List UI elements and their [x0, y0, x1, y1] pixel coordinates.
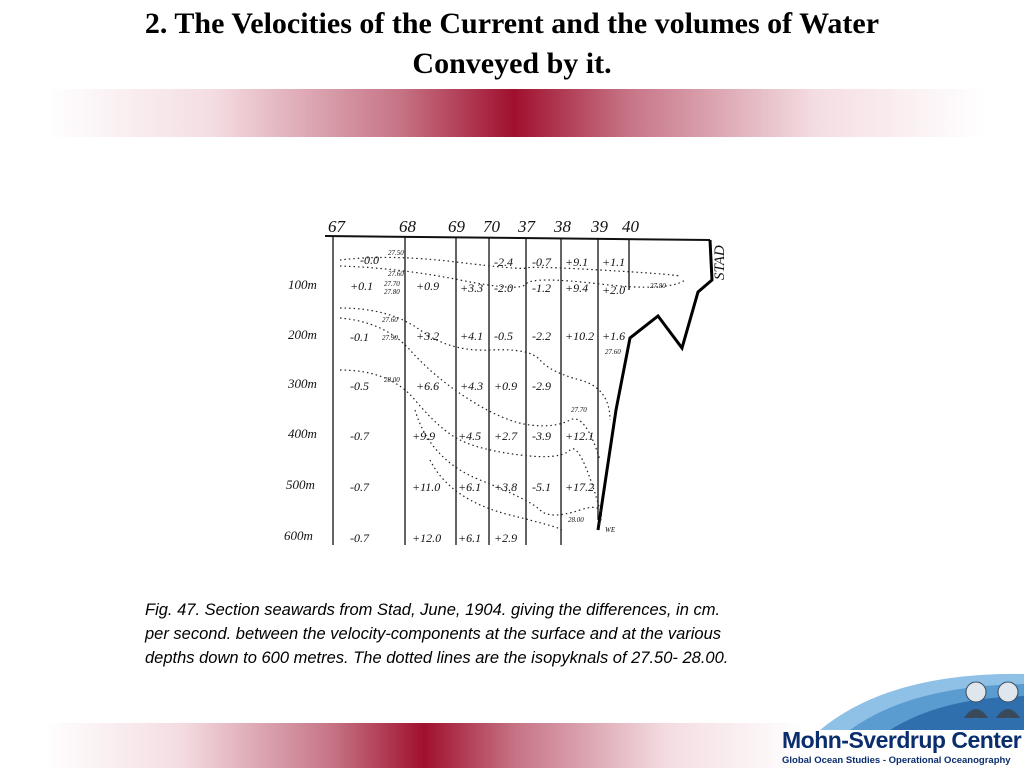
station-labels	[328, 217, 640, 236]
velocity-value: +12.0	[412, 531, 442, 545]
slide-title-line2: Conveyed by it.	[412, 47, 612, 80]
station-label: 68	[399, 217, 416, 236]
velocity-value: +2.0	[602, 283, 626, 297]
isopycnal-label: 27.50	[388, 249, 404, 257]
logo-subtitle: Global Ocean Studies - Operational Oceanography	[782, 755, 1011, 766]
isopycnal-label: 27.60	[382, 316, 398, 324]
depth-label: 100m	[288, 277, 317, 292]
logo-title: Mohn-Sverdrup Center	[782, 727, 1022, 753]
top-axis-line	[325, 236, 710, 240]
depth-labels	[284, 277, 317, 543]
velocity-value: +2.7	[494, 429, 518, 443]
isopycnal-label: 27.90	[382, 334, 398, 342]
mohn-sverdrup-logo	[780, 672, 1024, 768]
isopycnal-label: 27.80	[650, 282, 666, 290]
station-label: 70	[483, 217, 500, 236]
depth-label: 600m	[284, 528, 313, 543]
velocity-value: -0.7	[350, 429, 369, 443]
velocity-value: +1.6	[602, 329, 626, 343]
velocity-value: -0.7	[350, 531, 369, 545]
isopycnal-label: 27.70	[571, 406, 587, 414]
caption-line: Fig. 47. Section seawards from Stad, June, 1904. giving the differences, in cm.	[145, 601, 721, 619]
velocity-value: +11.0	[412, 480, 441, 494]
isopycnal-label: 27.60	[605, 348, 621, 356]
velocity-value: -2.9	[532, 379, 551, 393]
velocity-value: +9.1	[565, 255, 589, 269]
caption-line: depths down to 600 metres. The dotted lines are the isopyknals of 27.50- 28.00.	[145, 649, 729, 667]
station-label: 40	[622, 217, 639, 236]
velocity-value: +17.2	[565, 480, 595, 494]
velocity-value: -0.7	[350, 480, 369, 494]
figure-caption	[145, 598, 855, 670]
velocity-value: +10.2	[565, 329, 595, 343]
isopycnal-label: 27.70	[384, 280, 400, 288]
coast-label: STAD	[712, 245, 728, 280]
velocity-value: -0.7	[532, 255, 551, 269]
velocity-value: +12.1	[565, 429, 595, 443]
logo-swoosh-graphic	[780, 672, 1024, 732]
isopycnal-label: 28.00	[384, 376, 400, 384]
velocity-value: +3.2	[416, 329, 440, 343]
section-figure	[280, 210, 740, 560]
depth-label: 300m	[288, 376, 317, 391]
isopycnal-label: 27.60	[388, 270, 404, 278]
isopycnal-line	[430, 460, 561, 530]
bottom-gradient-band	[44, 723, 804, 768]
station-label: 67	[328, 217, 345, 236]
velocity-value: +0.1	[350, 279, 374, 293]
velocity-value: +3.3	[460, 281, 484, 295]
top-gradient-band	[44, 89, 984, 137]
velocity-value: -3.9	[532, 429, 551, 443]
isopycnal-label: 28.00	[568, 516, 584, 524]
velocity-value: +3.8	[494, 480, 518, 494]
station-label: 37	[518, 217, 535, 236]
velocity-value: +0.9	[416, 279, 440, 293]
depth-label: 200m	[288, 327, 317, 342]
slide-title-line1: 2. The Velocities of the Current and the volumes of Water	[144, 7, 880, 40]
caption-line: per second. between the velocity-components at the surface and at the various	[145, 625, 722, 643]
velocity-value: -0.5	[350, 379, 369, 393]
isopycnal-label: 27.80	[384, 288, 400, 296]
velocity-value: -2.2	[532, 329, 551, 343]
section-figure-svg	[280, 210, 740, 560]
velocity-values	[350, 253, 625, 545]
small-mark: WE	[605, 526, 616, 534]
velocity-value: -0.5	[494, 329, 513, 343]
velocity-value: -5.1	[532, 480, 551, 494]
velocity-value: +2.9	[494, 531, 518, 545]
slide-title	[40, 4, 984, 84]
velocity-value: -2.4	[494, 255, 513, 269]
station-label: 38	[554, 217, 571, 236]
velocity-value: +4.3	[460, 379, 484, 393]
velocity-value: +1.1	[602, 255, 626, 269]
depth-label: 500m	[286, 477, 315, 492]
isopycnal-line	[415, 410, 601, 528]
velocity-value: +9.4	[565, 281, 589, 295]
velocity-value: +4.5	[458, 429, 482, 443]
velocity-value: +0.9	[494, 379, 518, 393]
velocity-value: +4.1	[460, 329, 484, 343]
velocity-value: +9.9	[412, 429, 436, 443]
velocity-value: -2.0	[494, 281, 513, 295]
station-label: 39	[591, 217, 608, 236]
station-label: 69	[448, 217, 465, 236]
velocity-value: +6.6	[416, 379, 440, 393]
velocity-value: -1.2	[532, 281, 551, 295]
velocity-value: +6.1	[458, 480, 482, 494]
velocity-value: +6.1	[458, 531, 482, 545]
depth-label: 400m	[288, 426, 317, 441]
velocity-value: -0.1	[350, 330, 369, 344]
velocity-value: -0.0	[360, 253, 379, 267]
